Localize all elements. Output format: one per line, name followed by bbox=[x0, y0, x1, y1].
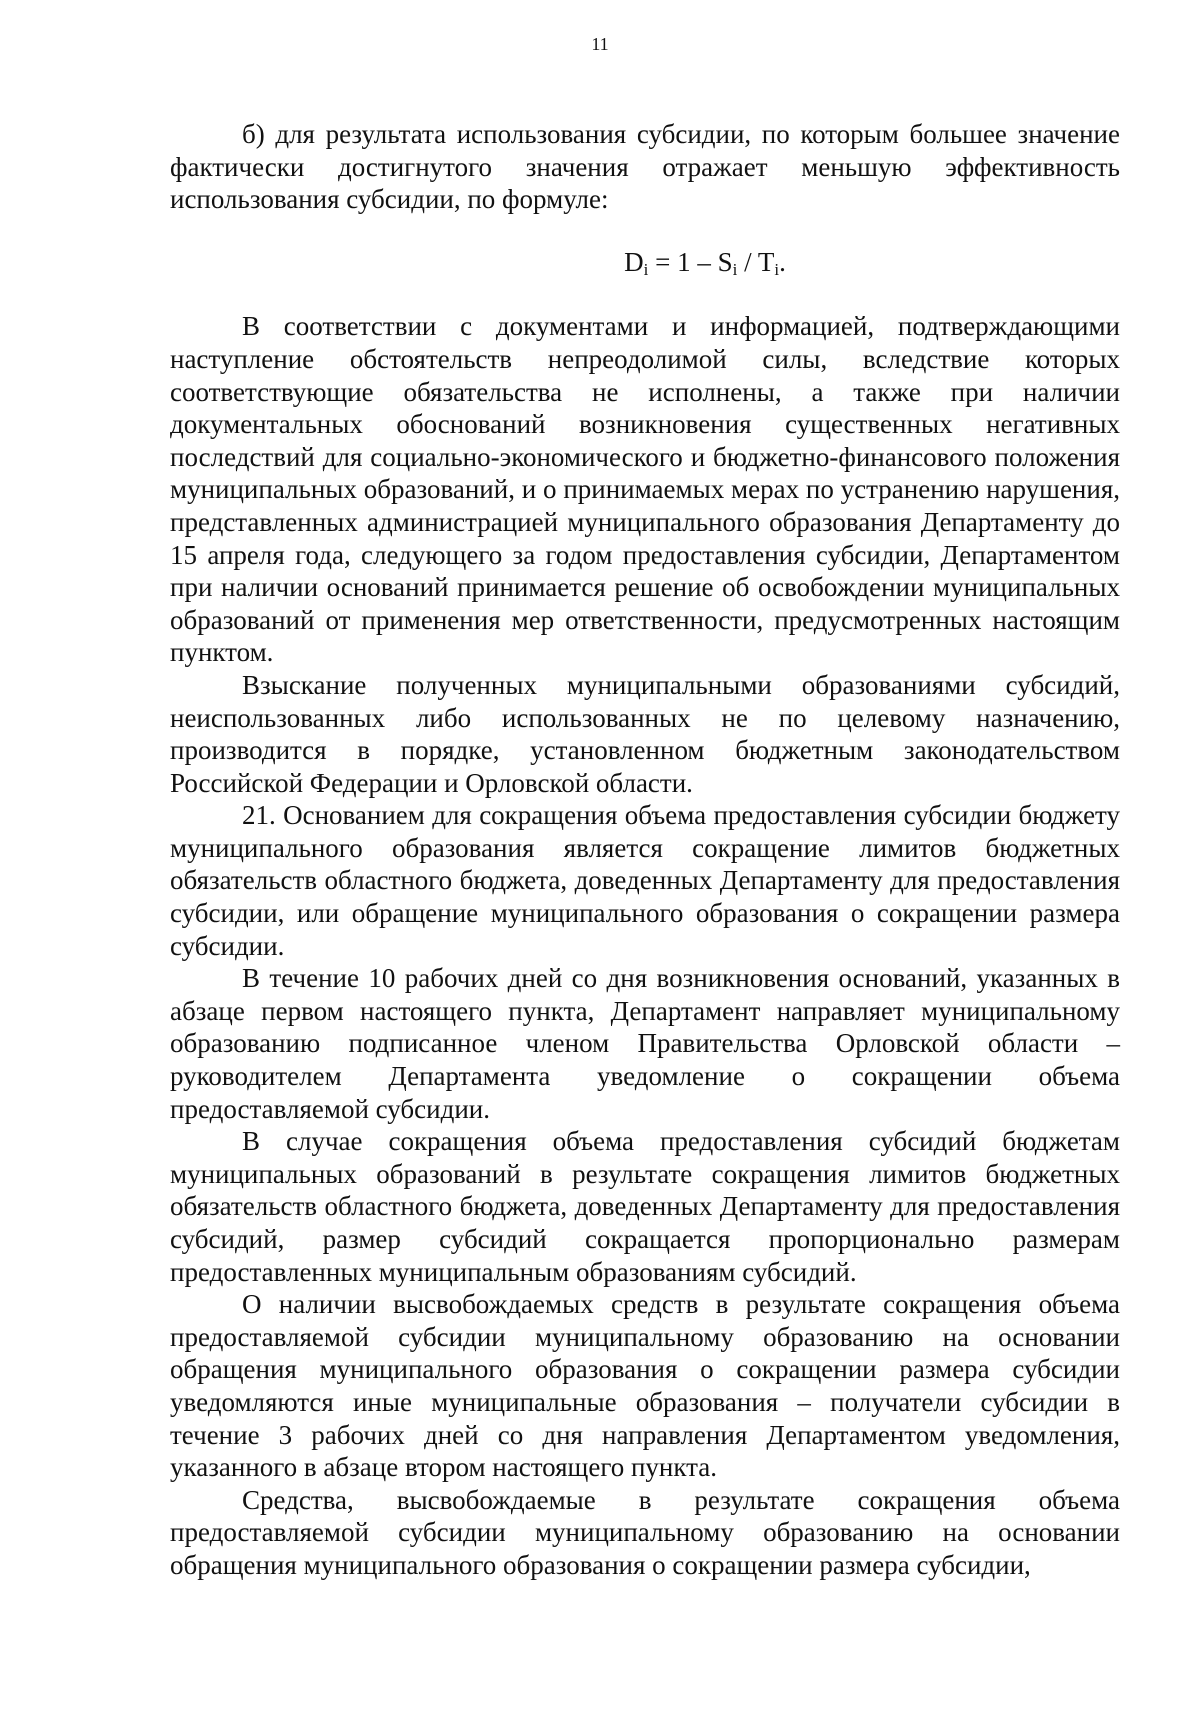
page-number: 11 bbox=[591, 34, 609, 54]
paragraph-2: В соответствии с документами и информацией, подтверждающими наступление обстоятельств непреодолимой силы, вследствие которых соответствующие обязательства не исполнены, а также при наличии документальных обоснований возникновения существенных негативных последствий для социально-экономического и бюджетно-финансового положения муниципальных образований, и о принимаемых мерах по устранению нарушения, представленных администрацией муниципального образования Департаменту до 15 апреля года, следующего за годом предоставления субсидии, Департаментом при наличии оснований принимается решение об освобождении муниципальных образований от применения мер ответственности, предусмотренных настоящим пунктом. bbox=[170, 311, 1120, 668]
document-body bbox=[170, 118, 1120, 1582]
paragraph-6: В случае сокращения объема предоставления субсидий бюджетам муниципальных образований в результате сокращения лимитов бюджетных обязательств областного бюджета, доведенных Департаменту для предоставления субсидий, размер субсидий сокращается пропорционально размерам предоставленных муниципальным образованиям субсидий. bbox=[170, 1126, 1120, 1287]
paragraph-3: Взыскание полученных муниципальными образованиями субсидий, неиспользованных либо использованных не по целевому назначению, производится в порядке, установленном бюджетным законодательством Российской Федерации и Орловской области. bbox=[170, 669, 1120, 798]
paragraph-5: В течение 10 рабочих дней со дня возникновения оснований, указанных в абзаце первом настоящего пункта, Департамент направляет муниципальному образованию подписанное членом Правительства Орловской области – руководителем Департамента уведомление о сокращении объема предоставляемой субсидии. bbox=[170, 963, 1120, 1124]
formula-slash: / T bbox=[737, 246, 775, 277]
paragraph-4: 21. Основанием для сокращения объема предоставления субсидии бюджету муниципального образования является сокращение лимитов бюджетных обязательств областного бюджета, доведенных Департаменту для предоставления субсидии, или обращение муниципального образования о сокращении размера субсидии. bbox=[170, 800, 1120, 961]
paragraph-7: О наличии высвобождаемых средств в результате сокращения объема предоставляемой субсидии муниципальному образованию на основании обращения муниципального образования о сокращении размера субсидии уведомляются иные муниципальные образования – получатели субсидии в течение 3 рабочих дней со дня направления Департаментом уведомления, указанного в абзаце втором настоящего пункта. bbox=[170, 1289, 1120, 1483]
paragraph-8: Средства, высвобождаемые в результате сокращения объема предоставляемой субсидии муниципальному образованию на основании обращения муниципального образования о сокращении размера субсидии, bbox=[170, 1484, 1120, 1580]
formula bbox=[170, 246, 1120, 279]
paragraph-1: б) для результата использования субсидии, по которым большее значение фактически достигнутого значения отражает меньшую эффективность использования субсидии, по формуле: bbox=[170, 119, 1120, 215]
formula-end-sub: i bbox=[774, 259, 780, 279]
formula-lhs-sub: i bbox=[643, 259, 649, 279]
formula-mid: = 1 – S bbox=[648, 246, 733, 277]
formula-end: . bbox=[779, 246, 786, 277]
formula-mid-sub: i bbox=[732, 259, 738, 279]
formula-lhs: D bbox=[624, 246, 644, 277]
